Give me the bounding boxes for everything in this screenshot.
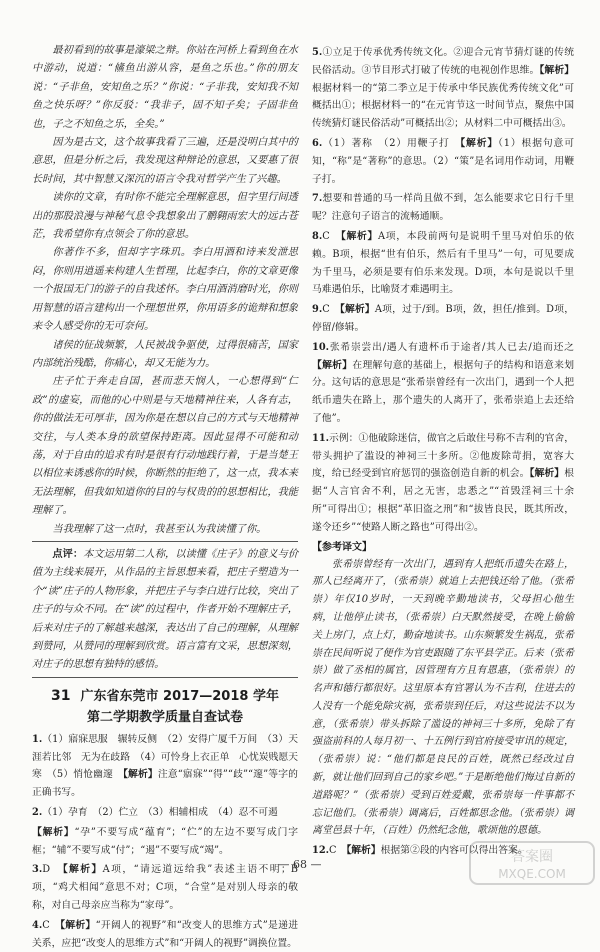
answer-analysis-tag: 【解析】 (339, 304, 375, 316)
answer-item (312, 339, 584, 428)
answer-analysis: 根据第②段的内容可以得出答案。 (380, 845, 528, 857)
answer-item (312, 301, 574, 337)
answer-text: 张希崇尝出/遇人有遗杯币于途者/其人已去/追而还之 (329, 341, 584, 353)
answer-text: （1）寤寐思服 辗转反侧 （2）安得广厦千万间 （3）天涯若比邻 无为在歧路 （4）可怜身上衣正单 心忧炭贱愿天寒 （5）悄怆幽邃 (32, 733, 298, 781)
right-column (312, 42, 584, 860)
answer-text: 想要和普通的马一样尚且做不到，怎么能要求它日行千里呢？ (312, 193, 574, 223)
answer-analysis: 根据材料一的“第二季立足于传承中华民族优秀传统文化”可概括出①；根据材料一的“在元宵节这一时间节点，聚焦中国传统猜灯谜民俗活动”可概括出②；从材料二中可概括出③。 (312, 82, 574, 130)
answer-text: （1）著称 （2）用鞭子打 (322, 137, 461, 149)
essay-comment (32, 541, 298, 678)
answer-text: C (322, 304, 340, 316)
comment-text: 本文运用第二人称，以读懂《庄子》的意义与价值为主线来展开，从作品的主旨思想来看，把庄子塑造为一个“读”庄子的人物形象，并把庄子与李白进行比较，突出了庄子的与众不同。在“读”的过程中，作者开始不理解庄子，后来对庄子的了解越来越深，表达出了自己的理解，从理解到赞同，从赞同的理解到欣赏。语言富有文采，思想深刻，对庄子的思想有独特的感悟。 (32, 548, 299, 671)
answer-item (312, 228, 574, 299)
answer-item (32, 917, 298, 952)
answer-analysis-tag: 【解析】 (460, 137, 499, 149)
answer-analysis: “孕”不要写成“蕴育”；“伫”的左边不要写成门字框；“辅”不要写成“付”；“遏”不要写成“竭”。 (32, 826, 298, 856)
answer-number: 5. (312, 47, 323, 58)
answer-number: 1. (32, 733, 43, 745)
essay-paragraph: 你著作不多，但却字字珠玑。李白用酒和诗来发泄思闷，你则用逍遥来构建人生哲理，比起李白，你的文章更像一个报国无门的游子的自我述怀。李白用酒消磨时光，你则用智慧的语言建构出一个理想世界，你用语多的诡辩和想象来令人感受你的无可奈何。 (32, 247, 298, 333)
answer-number: 12. (312, 845, 330, 857)
answer-analysis-tag: 【解析】 (60, 919, 96, 931)
answer-analysis-tag: 【解析】 (62, 864, 103, 876)
answer-analysis-tag: 【解析】 (346, 845, 381, 857)
left-column (32, 42, 298, 952)
translation-text: 张希崇曾经有一次出门，遇到有人把纸币遗失在路上，那人已经离开了，（张希崇）就追上去把钱还给了他。（张希崇）年仅10岁时，一天到晚辛勤地读书，父母担心他生病，让他停止读书，（张希崇）白天默然接受，在晚上偷偷关上房门，点上灯，勤奋地读书。山东频繁发生祸乱，张希崇在民间听说了便作为官吏跟随了东平县学正。后来（张希崇）做了丞相的属官，因管理有方且有恩惠，（张希崇）的名声和德行都很好。这里原本有官署认为不吉利，住进去的人没有一个能免除灾祸，张希崇到任后，对这些说法不以为意，（张希崇）带头拆除了滥设的神祠三十多所，免除了有强盗前科的人每月初一、十五例行到官府接受审讯的规定，（张希崇）说：“他们都是良民的百姓，既然已经改过自新，就让他们回到自己的家乡吧。”于是断绝他们悔过自新的道路呢？”（张希崇）受到百姓爱戴，张希崇每一件事都不忘记他们。（张希崇）调离后，百姓都思念他。（张希崇）调离堂邑县十年，（百姓）仍然纪念他，歌颂他的恩德。 (312, 558, 574, 837)
answer-number: 9. (312, 304, 323, 316)
answer-item (32, 824, 298, 860)
answer-text: 示例：①他破除迷信，做官之后敢住号称不吉利的官舍，带头拥护了滥设的神祠三十多所。②他废除苛捐，宽容大度，给已经受到官府惩罚的强盗创造自新的机会。 (312, 432, 574, 480)
essay-paragraph: 最初看到的故事是濠梁之辩。你站在河桥上看到鱼在水中游动，说道：“鯈鱼出游从容，是鱼之乐也。”你的朋友说：“子非鱼，安知鱼之乐？”你说：“子非我，安知我不知鱼之快乐呀？”你反驳：“我非子，固不知子矣；子固非鱼也，子之不知鱼之乐，全矣。” (32, 45, 298, 130)
section-title-line2: 第二学期教学质量自查试卷 (86, 709, 243, 725)
answer-number: 10. (312, 341, 330, 353)
answer-text: C (42, 919, 61, 931)
answer-text: C (322, 230, 341, 242)
answer-analysis: 注意句子语言的流畅通顺。 (331, 211, 450, 223)
answer-number: 8. (312, 230, 323, 242)
page-number: — 68 — (278, 858, 322, 871)
answer-item (312, 44, 574, 133)
svg-text:答案圈: 答案圈 (511, 849, 553, 865)
answer-text: ①立足于传承优秀传统文化。②迎合元宵节猜灯谜的传统民俗活动。③节目形式打破了传统的电视创作思维。 (312, 47, 574, 76)
comment-tag: 点评： (52, 547, 84, 560)
answer-text: C (329, 845, 347, 857)
section-title-line1: 广东省东莞市 2017—2018 学年 (80, 688, 279, 704)
answer-item (32, 731, 298, 802)
answer-analysis-tag: 【解析】 (529, 468, 565, 480)
answer-item (312, 135, 574, 188)
section-heading (32, 686, 298, 729)
watermark-logo (468, 838, 596, 888)
svg-text:MXQE.COM: MXQE.COM (498, 867, 566, 881)
answer-analysis-tag: 【解析】 (340, 230, 379, 242)
essay-paragraph: 读你的文章，有时你不能完全理解意思，但字里行间透出的那股浪漫与神秘气息令我想象出了鹏翱雨宏大的远古苍茫，我希望你有点领会了你的意思。 (32, 192, 298, 241)
essay-paragraph: 因为是古文，这个故事我看了三遍，还是没明白其中的意思，但是分析之后，我发现这种辩论的意思，又要惠了很长时间，其中智慧又深沉的语言令我对哲学产生了兴趣。 (32, 137, 298, 185)
answer-item (32, 804, 298, 822)
answer-number: 2. (32, 807, 43, 818)
answer-analysis: “开阔人的视野”和“改变人的思维方式”是递进关系，应把“改变人的思维方式”和“开阔人的视野”调换位置。 (32, 919, 298, 949)
answer-analysis-tag: 【解析】 (122, 769, 158, 781)
answers-left (32, 731, 298, 952)
answer-analysis: A项，过于/到。B项，敛，担任/推到。D项，停留/修辑。 (312, 304, 574, 333)
answer-item (312, 430, 574, 537)
answers-right (312, 44, 584, 537)
answer-analysis: 根据“人言官舍不利，居之无害，忠悉之”“首毁淫祠三十余所”可得出①；根据“革旧盗之刑”和“拔皆良民，既其所改，遂令还乡”“使路人断之路也”可得出②。 (312, 468, 574, 533)
answer-number: 7. (312, 193, 323, 205)
answer-text: （1）孕育 （2）伫立 （3）相辅相成 （4）忍不可遏 (42, 807, 278, 818)
essay-paragraph: 诸侯的征战频繁，人民被战争驱使，过得很痛苦，国家内部统治残酷，你痛心，却又无能为力。 (32, 339, 298, 369)
answer-analysis: （1）根据句意可知，“称”是“著称”的意思。（2）“策”是名词用作动词，用鞭子打。 (312, 137, 574, 185)
answer-analysis: 在理解句意的基础上，根据句子的结构和语意来划分。这句话的意思是“张希崇曾经有一次出门，遇到一个人把纸币遗失在路上，那个遗失的人离开了，张希崇追上去还给了他”。 (312, 359, 575, 424)
translation-heading: 【参考译文】 (312, 541, 372, 553)
essay-paragraph: 庄子忙于奔走自国，甚而悲天悯人，一心想得到“仁政”的虚妄，而他的心中则是与天地精神往来，人各有志，你的做法无可厚非，因为你是在想以自己的方式与天地精神交往，与人类本身的欲望保持距离。因此显得不可能和动荡，对于自由的追求有时是很有行动地践行着，于是当楚王以相位来诱惑你的时候，你断然的拒绝了，这一点，我本来无法理解，但我如知道你的目的与权贵的的思想相比，我能理解了。 (32, 376, 298, 517)
answer-analysis-tag: 【解析】 (32, 826, 75, 838)
answer-text: D (42, 864, 63, 876)
essay (32, 42, 298, 539)
section-number: 31 (51, 687, 71, 704)
answer-analysis: A项，“请远道远给我”表述主语不明；B项，“鸡犬相闻”意思不对；C项，“合堂”是对别人母亲的敬称，对自己母亲应当称为“家母”。 (32, 864, 298, 911)
answer-number: 4. (32, 919, 43, 931)
answer-number: 11. (312, 432, 330, 444)
answer-analysis: A项，本段前两句是说明千里马对伯乐的依赖。B项，根据“世有伯乐，然后有千里马”一句，可见要成为千里马，必须是要有伯乐来发现。D项，本句是说以千里马难遇伯乐，比喻贤才难遇明主。 (312, 230, 575, 296)
essay-paragraph: 当我理解了这一点时，我甚至认为我读懂了你。 (52, 523, 267, 535)
answer-analysis-tag: 【解析】 (312, 359, 353, 371)
answer-number: 6. (312, 137, 323, 149)
answer-item (312, 190, 574, 226)
answer-analysis-tag: 【解析】 (539, 64, 574, 76)
answer-analysis: 注意“寤寐”“得”“歧”“邃”等字的正确书写。 (32, 769, 298, 799)
answer-number: 3. (32, 864, 43, 876)
